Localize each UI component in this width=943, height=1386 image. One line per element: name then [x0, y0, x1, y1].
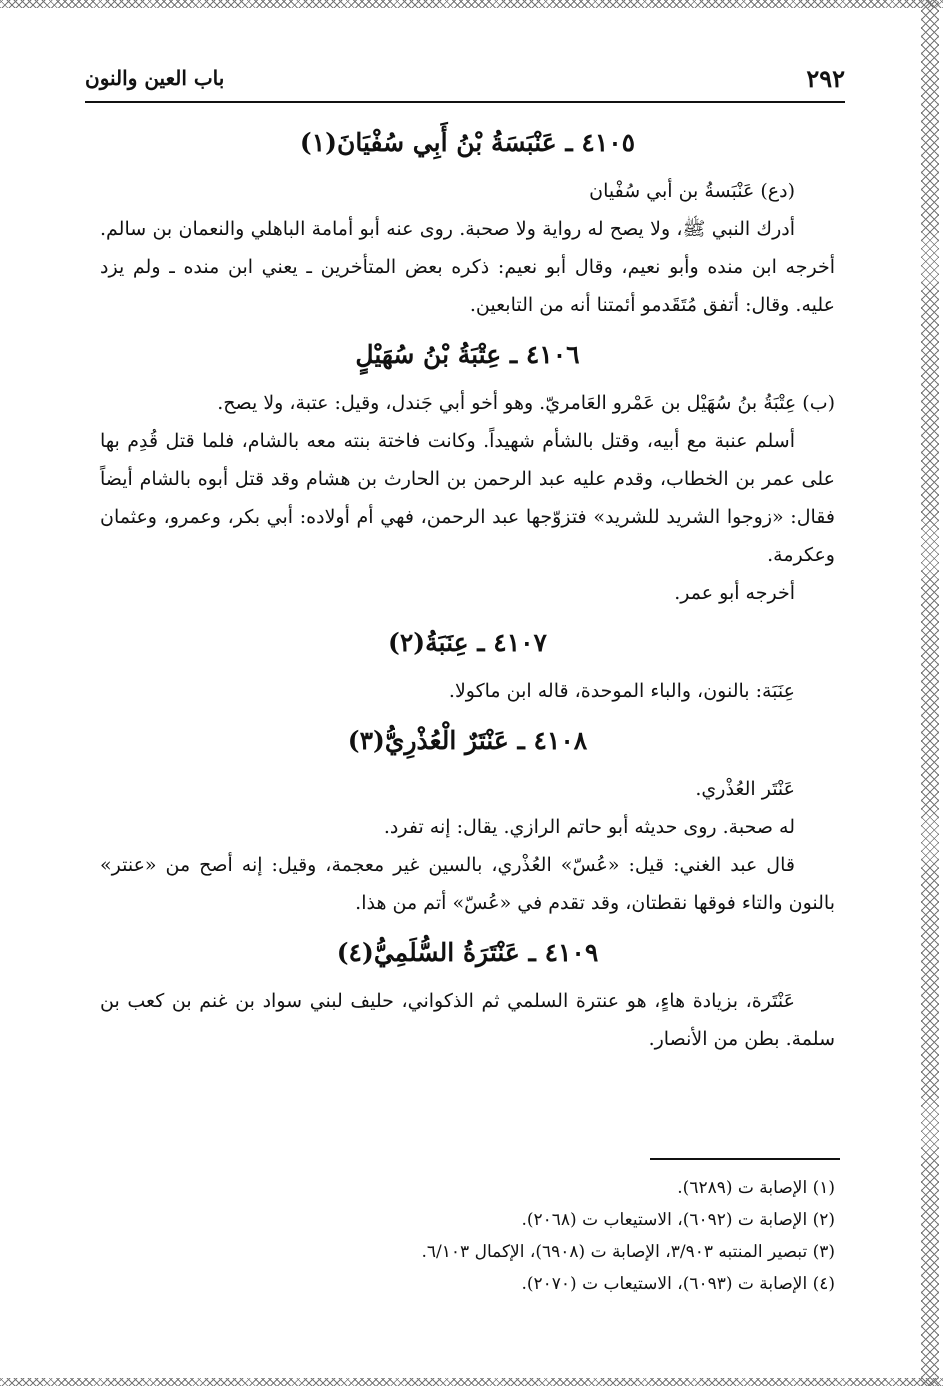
entry-paragraph: (ب) عِتْبَةُ بنُ سُهَيْل بن عَمْرو العَامريّ. وهو أخو أبي جَندل، وقيل: عتبة، ولا يصح.	[217, 392, 835, 414]
entry-paragraph: عَنْتَرة، بزيادة هاءٍ، هو عنترة السلمي ثم الذكواني، حليف لبني سواد بن غنم بن كعب بن سلمة. بطن من الأنصار.	[100, 990, 835, 1050]
entry-paragraph: (دع) عَنْبَسةُ بن أبي سُفْيان	[589, 180, 795, 202]
page-header	[85, 64, 845, 104]
entry-title: ٤١٠٩ ـ عَنْتَرَةُ السُّلَمِيُّ(٤)	[336, 938, 599, 967]
entry-paragraph: قال عبد الغني: قيل: «عُسّ» العُذْري، بالسين غير معجمة، وقيل: إنه أصح من «عنتر» بالنون والتاء فوقها نقطتان، وقد تقدم في «عُسّ» أتم من هذا.	[100, 854, 835, 914]
footnote: (١) الإصابة ت (٦٢٨٩).	[677, 1178, 835, 1198]
running-title: باب العين والنون	[85, 66, 225, 90]
page-number: ٢٩٢	[806, 64, 845, 93]
entry-title: ٤١٠٦ ـ عِتْبَةُ بْنُ سُهَيْلٍ	[355, 340, 580, 369]
footnote: (٤) الإصابة ت (٦٠٩٣)، الاستيعاب ت (٢٠٧٠).	[521, 1274, 835, 1294]
entry-title: ٤١٠٥ ـ عَنْبَسَةُ بْنُ أَبِي سُفْيَانَ(١)	[299, 128, 636, 157]
footnotes	[100, 1172, 835, 1300]
header-rule	[85, 101, 845, 103]
entry-title: ٤١٠٨ ـ عَنْتَرٌ الْعُذْرِيُّ(٣)	[347, 726, 588, 755]
footnote: (٣) تبصير المنتبه ٣/٩٠٣، الإصابة ت (٦٩٠٨)، الإكمال ٦/١٠٣.	[421, 1242, 835, 1262]
entry-title: ٤١٠٧ ـ عِنَبَةُ(٢)	[388, 628, 547, 657]
decorative-border-top	[0, 0, 943, 8]
footnote: (٢) الإصابة ت (٦٠٩٢)، الاستيعاب ت (٢٠٦٨).	[521, 1210, 835, 1230]
entry-paragraph: أخرجه أبو عمر.	[674, 582, 795, 604]
entry-paragraph: عَنْتَر العُذْري.	[695, 778, 795, 800]
footnote-rule	[650, 1158, 840, 1160]
decorative-border-right	[921, 0, 939, 1386]
entry-paragraph: أدرك النبي ﷺ، ولا يصح له رواية ولا صحبة. روى عنه أبو أمامة الباهلي والنعمان بن سالم. أخرجه ابن منده وأبو نعيم، وقال أبو نعيم: ذكره بعض المتأخرين ـ يعني ابن منده ـ ولم يزد عليه. وقال: أتفق مُتَقَدمو أئمتنا أنه من التابعين.	[100, 218, 835, 316]
entry-paragraph: أسلم عنبة مع أبيه، وقتل بالشأم شهيداً. وكانت فاختة بنته معه بالشام، فلما قتل قُدِم بها على عمر بن الخطاب، وقدم عليه عبد الرحمن بن الحارث بن هشام وقد قتل أبوه بالشام أيضاً فقال: «زوجوا الشريد للشريد» فتزوّجها عبد الرحمن، فهي أم أولاده: أبي بكر، وعمرو، وعثمان وعكرمة.	[100, 430, 835, 566]
entry-paragraph: له صحبة. روى حديثه أبو حاتم الرازي. يقال: إنه تفرد.	[383, 816, 795, 838]
entry-paragraph: عِنَبَة: بالنون، والباء الموحدة، قاله ابن ماكولا.	[448, 680, 795, 702]
main-text	[100, 112, 835, 1058]
decorative-border-bottom	[0, 1378, 943, 1386]
